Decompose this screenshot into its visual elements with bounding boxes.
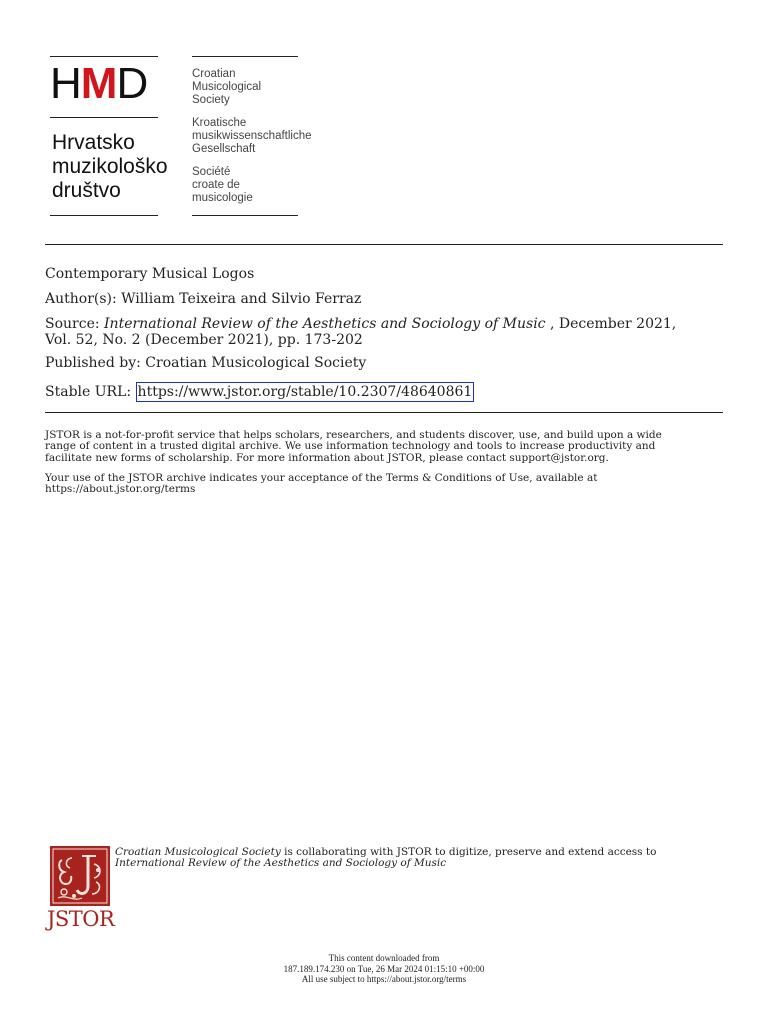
header-divider <box>45 244 723 245</box>
logo-croatian-name <box>52 131 168 203</box>
logo-de-line: Gesellschaft <box>192 143 256 155</box>
notice-line: JSTOR is a not-for-profit service that helps scholars, researchers, and students discover, use, and build upon a wide <box>45 429 662 441</box>
logo-german-name <box>192 117 312 156</box>
logo-de-line: musikwissenschaftliche <box>192 130 312 142</box>
notice-line: range of content in a trusted digital archive. We use information technology and tools to increase productivity and <box>45 440 656 453</box>
source-journal: International Review of the Aesthetics and Sociology of Music <box>104 316 546 332</box>
logo-de-line: Kroatische <box>192 117 247 129</box>
metadata-divider <box>45 412 723 413</box>
jstor-terms-notice <box>45 473 725 496</box>
notice-line: facilitate new forms of scholarship. For more information about JSTOR, please contact support@jstor.org. <box>45 451 609 464</box>
logo-name-line: muzikološko <box>52 155 168 178</box>
jstor-seal-icon <box>50 846 110 906</box>
collab-journal: International Review of the Aesthetics and Sociology of Music <box>115 857 447 870</box>
source-label: Source: <box>45 316 105 332</box>
logo-rule-top-right <box>192 56 298 57</box>
logo-name-line: Hrvatsko <box>52 131 135 154</box>
hmd-letter-d: D <box>116 59 148 108</box>
logo-fr-line: croate de <box>192 179 240 191</box>
stable-url-line <box>45 383 474 401</box>
collab-org: Croatian Musicological Society <box>115 846 281 858</box>
logo-en-line: Croatian <box>192 68 236 80</box>
terms-link[interactable]: https://about.jstor.org/terms <box>45 483 196 496</box>
article-source-volume: Vol. 52, No. 2 (December 2021), pp. 173-202 <box>45 332 363 348</box>
article-authors: Author(s): William Teixeira and Silvio Ferraz <box>45 291 362 307</box>
collaboration-statement <box>115 847 656 870</box>
logo-rule-bottom-right <box>192 215 298 216</box>
download-footer <box>0 953 768 985</box>
terms-line: Your use of the JSTOR archive indicates your acceptance of the Terms & Conditions of Use, available at <box>45 472 598 484</box>
hmd-letter-h: H <box>50 59 81 108</box>
hmd-letter-m: M <box>80 59 117 108</box>
hmd-mark <box>50 59 148 108</box>
logo-rule-mid <box>50 117 158 118</box>
article-title: Contemporary Musical Logos <box>45 266 255 282</box>
stable-url-link[interactable]: https://www.jstor.org/stable/10.2307/48640861 <box>137 384 473 400</box>
footer-line: This content downloaded from <box>328 953 440 963</box>
article-publisher: Published by: Croatian Musicological Society <box>45 355 367 371</box>
logo-fr-line: musicologie <box>192 192 253 204</box>
collab-text: is collaborating with JSTOR to digitize, preserve and extend access to <box>280 846 657 858</box>
logo-rule-top-left <box>50 56 158 57</box>
source-date: , December 2021, <box>545 316 677 332</box>
logo-fr-line: Société <box>192 166 231 178</box>
footer-line: 187.189.174.230 on Tue, 26 Mar 2024 01:15:10 +00:00 <box>283 963 485 974</box>
logo-rule-bottom-left <box>50 215 158 216</box>
stable-url-label: Stable URL: <box>45 384 136 400</box>
jstor-wordmark: JSTOR <box>47 907 115 931</box>
logo-english-name <box>192 68 261 107</box>
jstor-notice <box>45 430 725 464</box>
logo-french-name <box>192 166 253 205</box>
footer-line: All use subject to https://about.jstor.org/terms <box>301 974 467 984</box>
logo-en-line: Musicological <box>192 81 262 93</box>
logo-en-line: Society <box>192 94 230 106</box>
logo-name-line: društvo <box>52 179 121 202</box>
